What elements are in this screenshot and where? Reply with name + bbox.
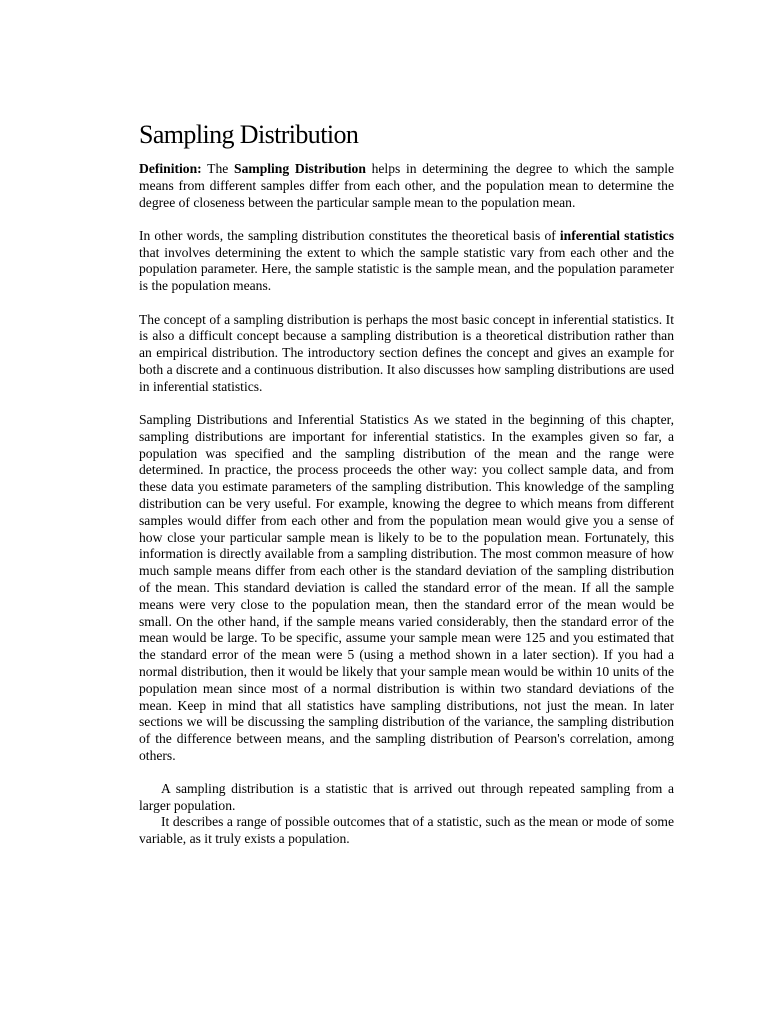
inferential-text-1: In other words, the sampling distribution constitutes the theoretical basis of xyxy=(139,227,560,243)
document-page xyxy=(139,118,674,848)
concept-paragraph: The concept of a sampling distribution is perhaps the most basic concept in inferential statistics. It is also a difficult concept because a sampling distribution is a theoretical distribution rather than an empirical distribution. The introductory section defines the concept and gives an example for both a discrete and a continuous distribution. It also discusses how sampling distributions are used in inferential statistics. xyxy=(139,311,674,394)
definition-text-1: The xyxy=(201,161,235,176)
inferential-term: inferential statistics xyxy=(559,227,674,243)
summary-paragraph-1: A sampling distribution is a statistic that is arrived out through repeated sampling from a larger population. xyxy=(139,780,674,813)
summary-paragraph-2: It describes a range of possible outcomes that of a statistic, such as the mean or mode of some variable, as it truly exists a population. xyxy=(139,814,674,847)
inferential-statistics-paragraph: Sampling Distributions and Inferential Statistics As we stated in the beginning of this chapter, sampling distributions are important for inferential statistics. In the examples given so far, a population was specified and the sampling distribution of the mean and the range were determined. In practice, the process proceeds the other way: you collect sample data, and from these data you estimate parameters of the sampling distribution. This knowledge of the sampling distribution can be very useful. For example, knowing the degree to which means from different samples would differ from each other and from the population mean would give you a sense of how close your particular sample mean is likely to be to the population mean. Fortunately, this information is directly available from a sampling distribution. The most common measure of how much sample means differ from each other is the standard deviation of the sampling distribution of the mean. This standard deviation is called the standard error of the mean. If all the sample means were very close to the population mean, then the standard error of the mean would be small. On the other hand, if the sample means varied considerably, then the standard error of the mean would be large. To be specific, assume your sample mean were 125 and you estimated that the standard error of the mean were 5 (using a method shown in a later section). If you had a normal distribution, then it would be likely that your sample mean would be within 10 units of the population mean since most of a normal distribution is within two standard deviations of the mean. Keep in mind that all statistics have sampling distributions, not just the mean. In later sections we will be discussing the sampling distribution of the variance, the sampling distribution of the difference between means, and the sampling distribution of Pearson's correlation, among others. xyxy=(139,412,674,763)
definition-term: Sampling Distribution xyxy=(234,161,366,176)
definition-text-2: helps in determining the degree to which the sample means from different samples differ from each other, and the population mean to determine the degree of closeness between the particular sample mean to the population mean. xyxy=(139,161,675,210)
definition-label: Definition: xyxy=(139,161,202,176)
inferential-text-2: that involves determining the extent to which the sample statistic vary from each other and the population parameter. Here, the sample statistic is the sample mean, and the population parameter is the population means. xyxy=(139,244,674,294)
page-title: Sampling Distribution xyxy=(139,120,359,149)
inferential-paragraph xyxy=(139,228,674,295)
definition-paragraph xyxy=(139,161,674,211)
